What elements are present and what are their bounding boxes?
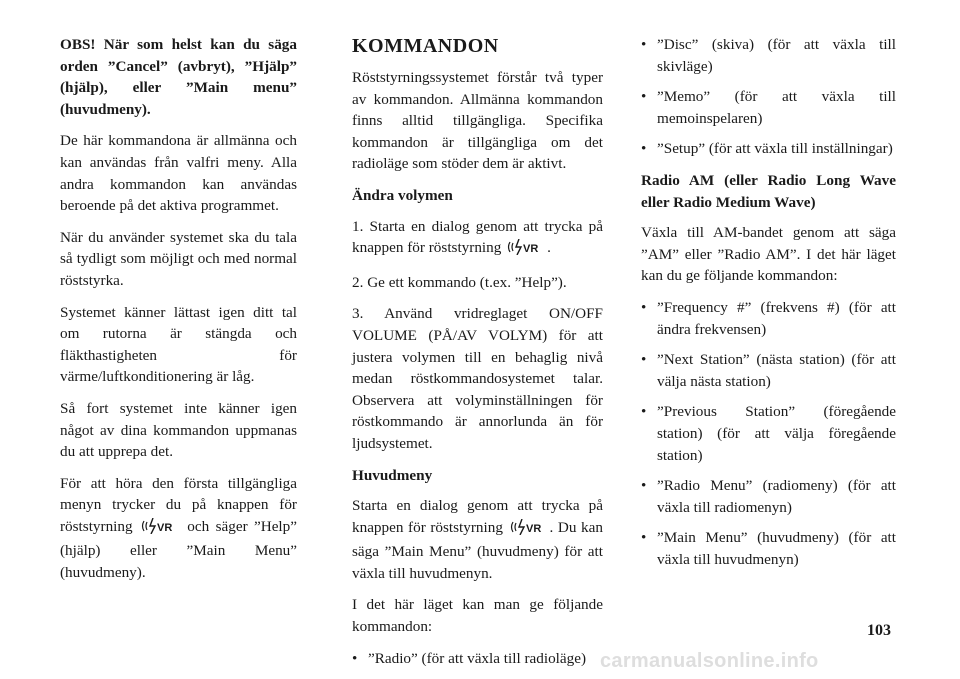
voice-recognition-icon [507, 239, 545, 262]
subheading-radio-am: Radio AM (eller Radio Long Wave eller Radio Medium Wave) [641, 171, 896, 211]
svg-text:VR: VR [156, 521, 173, 534]
column-middle [352, 34, 603, 679]
column-left [60, 34, 297, 594]
step-3: 3. Använd vridreglaget ON/OFF VOLUME (PÅ/AV VOLYM) för att justera volymen till en behaglig nivå medan röstkommandosystemet talar. Observera att volyminställningen för röstkommando är annorlunda än för ljudsystemet. [352, 305, 603, 452]
list-item: • ”Memo” (för att växla till memoinspelaren) [641, 86, 896, 129]
watermark: carmanualsonline.info [600, 650, 819, 672]
paragraph: I det här läget kan man ge följande kommandon: [352, 596, 603, 636]
command-list [641, 297, 896, 571]
paragraph: Systemet känner lättast igen ditt tal om rutorna är stängda och fläkthastigheten för värme/luftkonditionering är låg. [60, 303, 297, 386]
paragraph: Röststyrningssystemet förstår två typer av kommandon. Allmänna kommandon finns alltid tillgängliga. Specifika kommandon är tillgängliga om det radioläge som stöder dem är aktivt. [352, 69, 603, 173]
paragraph: De här kommandona är allmänna och kan användas från valfri meny. Alla andra kommandon kan användas beroende på det aktiva programmet. [60, 132, 297, 215]
page-number: 103 [867, 622, 891, 639]
voice-recognition-icon [141, 518, 179, 541]
paragraph-help: För att höra den första tillgängliga menyn trycker du på knappen för röststyrning VR och säger ”Help” (hjälp) eller ”Main Menu” (huvudmeny). [60, 474, 297, 582]
svg-text:VR: VR [523, 243, 539, 256]
paragraph-main-menu: Starta en dialog genom att trycka på knappen för röststyrning VR . Du kan säga ”Main Menu” (huvudmeny) för att växla till huvudmenyn. [352, 497, 603, 582]
list-item: • ”Main Menu” (huvudmeny) (för att växla till huvudmenyn) [641, 527, 896, 570]
list-item: • ”Next Station” (nästa station) (för att välja nästa station) [641, 349, 896, 392]
voice-recognition-icon [510, 519, 548, 542]
section-heading: KOMMANDON [352, 35, 499, 57]
list-item: • ”Setup” (för att växla till inställningar) [641, 138, 896, 160]
step-1: 1. Starta en dialog genom att trycka på knappen för röststyrning VR . [352, 216, 603, 262]
list-item: • ”Previous Station” (föregående station) (för att välja föregående station) [641, 401, 896, 466]
step-2: 2. Ge ett kommando (t.ex. ”Help”). [352, 273, 567, 291]
list-item: • ”Disc” (skiva) (för att växla till skivläge) [641, 34, 896, 77]
note-obs: OBS! När som helst kan du säga orden ”Cancel” (avbryt), ”Hjälp” (hjälp), eller ”Main menu” (huvudmeny). [60, 36, 297, 118]
subheading-main-menu: Huvudmeny [352, 466, 433, 484]
paragraph: När du använder systemet ska du tala så tydligt som möjligt och med normal röststyrka. [60, 228, 297, 289]
paragraph: Växla till AM-bandet genom att säga ”AM” eller ”Radio AM”. I det här läget kan du ge följande kommandon: [641, 224, 896, 285]
subheading-volume: Ändra volymen [352, 186, 453, 204]
command-list [641, 34, 896, 160]
svg-text:VR: VR [525, 522, 541, 535]
column-right [641, 34, 896, 580]
list-item: • ”Radio Menu” (radiomeny) (för att växla till radiomenyn) [641, 475, 896, 518]
paragraph: Så fort systemet inte känner igen något av dina kommandon uppmanas du att upprepa det. [60, 399, 297, 461]
list-item: • ”Radio” (för att växla till radioläge) [352, 648, 603, 670]
list-item: • ”Frequency #” (frekvens #) (för att ändra frekvensen) [641, 297, 896, 340]
command-list [352, 648, 603, 670]
